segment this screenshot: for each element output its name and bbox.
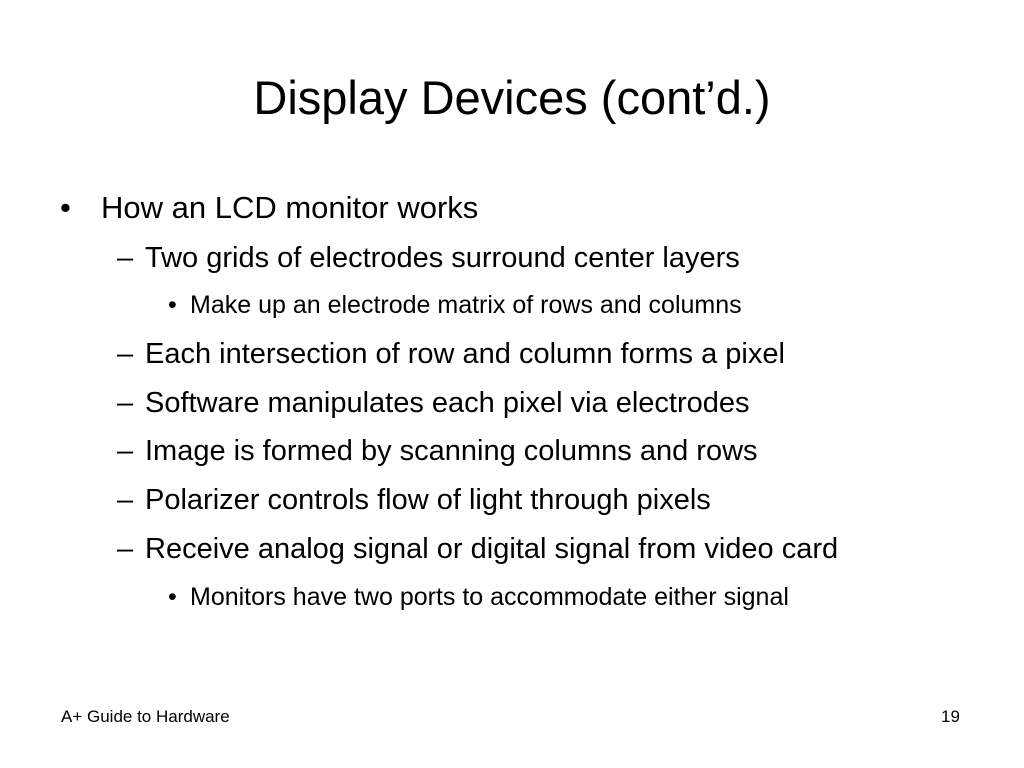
bullet-marker: • — [168, 583, 177, 611]
dash-marker: – — [117, 387, 134, 419]
sub-sub-bullet-text: Monitors have two ports to accommodate either signal — [190, 583, 789, 611]
dash-marker: – — [117, 338, 134, 370]
sub-bullet-text: Software manipulates each pixel via electrodes — [145, 387, 750, 419]
dash-marker: – — [117, 484, 134, 516]
page-number: 19 — [941, 707, 960, 726]
bullet-text: How an LCD monitor works — [101, 190, 479, 225]
slide-title: Display Devices (cont’d.) — [253, 71, 771, 124]
sub-bullet-text: Polarizer controls flow of light through pixels — [145, 484, 711, 516]
bullet-marker: • — [60, 190, 71, 225]
sub-sub-bullet-text: Make up an electrode matrix of rows and columns — [190, 291, 742, 319]
dash-marker: – — [117, 533, 134, 565]
footer-label: A+ Guide to Hardware — [61, 707, 230, 726]
bullet-marker: • — [168, 291, 177, 319]
sub-bullet-text: Two grids of electrodes surround center layers — [145, 242, 740, 274]
dash-marker: – — [117, 435, 134, 467]
dash-marker: – — [117, 242, 134, 274]
sub-bullet-text: Receive analog signal or digital signal from video card — [145, 533, 839, 565]
sub-bullet-text: Each intersection of row and column forms a pixel — [145, 338, 785, 370]
sub-bullet-text: Image is formed by scanning columns and rows — [145, 435, 758, 467]
